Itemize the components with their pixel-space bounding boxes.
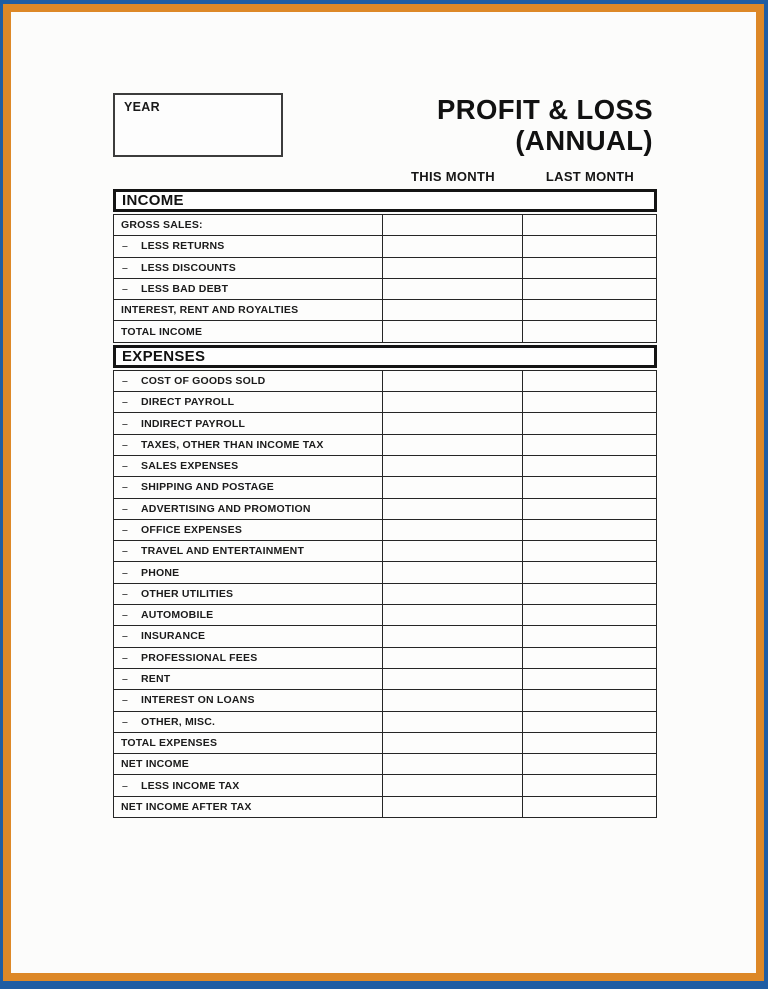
column-headers [113,169,657,184]
last-month-cell[interactable] [522,435,656,455]
this-month-cell[interactable] [382,215,522,235]
last-month-cell[interactable] [522,541,656,561]
row-label [114,780,382,792]
row-label-text: OTHER, MISC. [141,715,216,728]
table-row [114,648,656,669]
this-month-cell[interactable] [382,690,522,710]
decorative-frame [3,4,764,981]
this-month-cell[interactable] [382,669,522,689]
table-row [114,712,656,733]
table-row [114,733,656,754]
last-month-cell[interactable] [522,371,656,391]
last-month-cell[interactable] [522,775,656,795]
income-rows [113,214,657,343]
row-label: NET INCOME AFTER TAX [121,800,252,813]
table-row [114,499,656,520]
this-month-cell[interactable] [382,584,522,604]
minus-prefix: – [122,673,129,686]
page-title [113,94,653,156]
table-row [114,669,656,690]
last-month-cell[interactable] [522,754,656,774]
form-page [11,12,756,973]
last-month-cell[interactable] [522,215,656,235]
minus-prefix: – [122,587,129,600]
row-label-text: INTEREST ON LOANS [141,694,255,707]
row-label-text: OFFICE EXPENSES [141,524,243,536]
last-month-cell[interactable] [522,413,656,433]
table-row [114,215,656,236]
this-month-cell[interactable] [382,733,522,753]
last-month-cell[interactable] [522,236,656,256]
minus-prefix: – [122,630,129,643]
last-month-cell[interactable] [522,733,656,753]
minus-prefix: – [122,417,129,430]
row-label [114,240,382,252]
table-row [114,392,656,413]
table-row [114,477,656,498]
minus-prefix: – [122,261,129,274]
row-label [114,545,382,557]
row-label [114,716,382,728]
minus-prefix: – [122,240,129,253]
this-month-cell[interactable] [382,279,522,299]
minus-prefix: – [122,374,129,387]
this-month-cell[interactable] [382,258,522,278]
minus-prefix: – [122,283,129,296]
minus-prefix: – [122,524,129,536]
row-label [114,673,382,685]
row-label [114,588,382,600]
minus-prefix: – [122,609,129,622]
this-month-cell[interactable] [382,477,522,497]
page-title-line2: (ANNUAL) [515,125,653,156]
minus-prefix: – [122,460,129,473]
table-row [114,520,656,541]
row-label: INTEREST, RENT AND ROYALTIES [121,304,299,317]
row-label-text: DIRECT PAYROLL [141,396,235,409]
table-row [114,562,656,583]
this-month-cell[interactable] [382,648,522,668]
row-label [114,630,382,642]
table-row [114,435,656,456]
last-month-cell[interactable] [522,626,656,646]
row-label-text: LESS RETURNS [141,240,225,253]
table-row [114,690,656,711]
table-row [114,300,656,321]
table-row [114,754,656,775]
row-label [114,609,382,621]
last-month-cell[interactable] [522,477,656,497]
minus-prefix: – [122,779,129,792]
row-label [114,439,382,451]
row-label [114,524,382,536]
row-label-text: ADVERTISING AND PROMOTION [141,502,311,515]
profit-loss-table [113,189,657,820]
last-month-cell[interactable] [522,605,656,625]
row-label-text: LESS INCOME TAX [141,779,240,792]
last-month-cell[interactable] [522,456,656,476]
this-month-cell[interactable] [382,435,522,455]
last-month-cell[interactable] [522,279,656,299]
row-label [114,396,382,408]
row-label [114,652,382,664]
column-header-this-month: THIS MONTH [411,169,495,184]
year-label: YEAR [124,100,160,114]
minus-prefix: – [122,545,129,558]
last-month-cell[interactable] [522,690,656,710]
last-month-cell[interactable] [522,669,656,689]
table-row [114,584,656,605]
row-label [114,567,382,579]
this-month-cell[interactable] [382,712,522,732]
row-label-text: INSURANCE [141,630,206,643]
row-label: TOTAL EXPENSES [121,736,218,749]
table-row [114,626,656,647]
row-label-text: INDIRECT PAYROLL [141,417,246,430]
table-row [114,321,656,341]
minus-prefix: – [122,396,129,409]
last-month-cell[interactable] [522,321,656,341]
last-month-cell[interactable] [522,562,656,582]
page-title-line1: PROFIT & LOSS [436,94,653,125]
row-label-text: SHIPPING AND POSTAGE [141,481,274,494]
table-row [114,456,656,477]
last-month-cell[interactable] [522,300,656,320]
row-label-text: AUTOMOBILE [141,609,214,622]
this-month-cell[interactable] [382,520,522,540]
table-row [114,279,656,300]
row-label: TOTAL INCOME [121,325,203,338]
this-month-cell[interactable] [382,413,522,433]
minus-prefix: – [122,566,129,579]
table-row [114,236,656,257]
minus-prefix: – [122,502,129,515]
row-label [114,481,382,493]
minus-prefix: – [122,481,129,494]
row-label-text: PHONE [141,566,180,579]
row-label-text: LESS BAD DEBT [141,283,229,296]
row-label-text: RENT [141,673,171,686]
row-label-text: OTHER UTILITIES [141,587,234,600]
expenses-section-header: EXPENSES [113,345,657,368]
this-month-cell[interactable] [382,392,522,412]
row-label: GROSS SALES: [121,219,203,232]
row-label-text: LESS DISCOUNTS [141,261,236,274]
this-month-cell[interactable] [382,300,522,320]
table-row [114,413,656,434]
row-label-text: TRAVEL AND ENTERTAINMENT [141,545,305,558]
row-label [114,503,382,515]
this-month-cell[interactable] [382,236,522,256]
row-label-text: PROFESSIONAL FEES [141,651,258,664]
column-header-spacer [113,169,383,184]
row-label-text: SALES EXPENSES [141,460,239,473]
last-month-cell[interactable] [522,520,656,540]
this-month-cell[interactable] [382,605,522,625]
income-section-header: INCOME [113,189,657,212]
this-month-cell[interactable] [382,775,522,795]
this-month-cell[interactable] [382,456,522,476]
row-label-text: TAXES, OTHER THAN INCOME TAX [141,438,324,451]
last-month-cell[interactable] [522,797,656,817]
minus-prefix: – [122,694,129,707]
this-month-cell[interactable] [382,541,522,561]
column-header-last-month: LAST MONTH [545,169,635,184]
row-label [114,694,382,706]
this-month-cell[interactable] [382,626,522,646]
row-label-text: COST OF GOODS SOLD [141,374,266,387]
table-row [114,605,656,626]
this-month-cell[interactable] [382,562,522,582]
this-month-cell[interactable] [382,797,522,817]
this-month-cell[interactable] [382,371,522,391]
minus-prefix: – [122,715,129,728]
last-month-cell[interactable] [522,258,656,278]
table-row [114,775,656,796]
row-label [114,460,382,472]
last-month-cell[interactable] [522,499,656,519]
row-label [114,283,382,295]
row-label [114,418,382,430]
this-month-cell[interactable] [382,321,522,341]
row-label [114,262,382,274]
this-month-cell[interactable] [382,754,522,774]
last-month-cell[interactable] [522,584,656,604]
table-row [114,258,656,279]
minus-prefix: – [122,651,129,664]
table-row [114,541,656,562]
row-label: NET INCOME [121,758,189,771]
minus-prefix: – [122,438,129,451]
this-month-cell[interactable] [382,499,522,519]
expenses-rows [113,370,657,818]
last-month-cell[interactable] [522,392,656,412]
table-row [114,371,656,392]
last-month-cell[interactable] [522,712,656,732]
table-row [114,797,656,817]
row-label [114,375,382,387]
last-month-cell[interactable] [522,648,656,668]
